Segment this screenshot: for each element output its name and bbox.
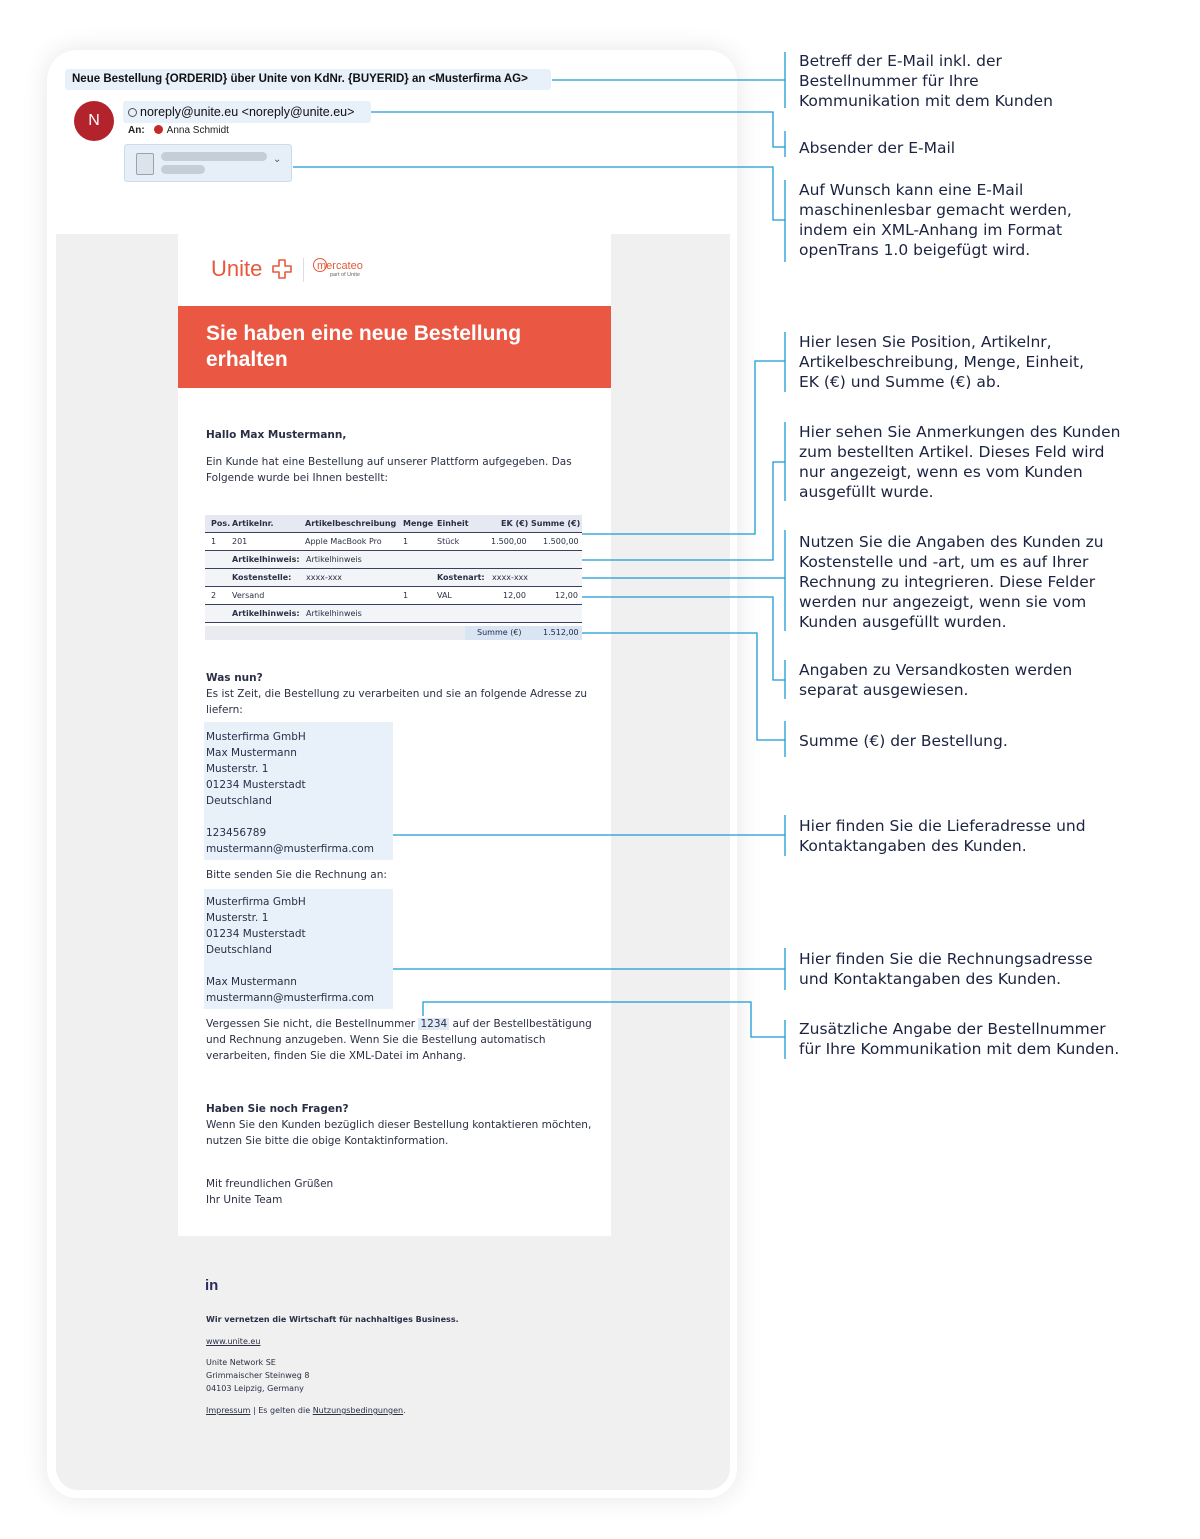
address-line: Musterfirma GmbH — [206, 731, 306, 743]
note-delivery — [799, 816, 1086, 856]
callout-line-attachment — [293, 167, 785, 262]
note-line: Hier sehen Sie Anmerkungen des Kunden — [799, 423, 1121, 441]
hint-value: Artikelhinweis — [306, 555, 362, 564]
note-line: Hier finden Sie die Rechnungsadresse — [799, 950, 1093, 968]
callout-line-subject — [552, 52, 785, 108]
reminder-text: Vergessen Sie nicht, die Bestellnummer — [206, 1018, 416, 1030]
item-pos: 2 — [211, 591, 217, 600]
col-summe: Summe (€) — [531, 519, 581, 528]
note-line: zum bestellten Artikel. Dieses Feld wird — [799, 443, 1105, 461]
address-line: Musterstr. 1 — [206, 763, 269, 775]
note-line: indem ein XML-Anhang im Format — [799, 221, 1063, 239]
hint-label: Artikelhinweis: — [232, 609, 300, 618]
note-line: separat ausgewiesen. — [799, 681, 969, 699]
callout-line-sender — [371, 112, 785, 157]
phone: 123456789 — [206, 827, 267, 839]
note-shipping — [799, 660, 1072, 700]
reminder-text: auf der Bestellbestätigung — [452, 1018, 592, 1030]
note-line: Betreff der E-Mail inkl. der — [799, 52, 1002, 70]
note-line: Summe (€) der Bestellung. — [799, 732, 1008, 750]
avatar: N — [74, 101, 114, 141]
note-line: werden nur angezeigt, wenn sie vom — [799, 593, 1087, 611]
note-line: nur angezeigt, wenn es vom Kunden — [799, 463, 1083, 481]
note-line: Angaben zu Versandkosten werden — [799, 661, 1073, 679]
col-artikelnr: Artikelnr. — [232, 519, 274, 528]
mercateo-subtext: part of Unite — [330, 272, 360, 278]
address-line: Musterstr. 1 — [206, 912, 269, 924]
note-line: Kunden ausgefüllt wurden. — [799, 613, 1007, 631]
item-nr: 201 — [232, 537, 248, 546]
item-ek: 1.500,00 — [491, 537, 527, 546]
address-line: Max Mustermann — [206, 747, 297, 759]
invoice-intro: Bitte senden Sie die Rechnung an: — [206, 869, 387, 881]
intro-line-2: Folgende wurde bei Ihnen bestellt: — [206, 472, 388, 484]
note-line: Nutzen Sie die Angaben des Kunden zu — [799, 533, 1104, 551]
address-line: 01234 Musterstadt — [206, 779, 306, 791]
closing-line-2: Ihr Unite Team — [206, 1194, 283, 1206]
closing-line-1: Mit freundlichen Grüßen — [206, 1178, 334, 1190]
note-line: maschinenlesbar gemacht werden, — [799, 201, 1072, 219]
mercateo-text: mercateo — [317, 260, 363, 272]
footer-tagline: Wir vernetzen die Wirtschaft für nachhaltiges Business. — [206, 1315, 459, 1324]
cost-center-value: xxxx-xxx — [306, 573, 343, 582]
item-unit: Stück — [437, 537, 460, 546]
item-sum: 12,00 — [555, 591, 578, 600]
cost-type-label: Kostenart: — [437, 573, 485, 582]
note-ordernumber — [799, 1019, 1119, 1059]
col-beschreibung: Artikelbeschreibung — [305, 519, 397, 528]
item-sum: 1.500,00 — [543, 537, 579, 546]
email-address[interactable]: mustermann@musterfirma.com — [206, 843, 374, 855]
address-line: Max Mustermann — [206, 976, 297, 988]
callout-line-ordernumber — [423, 1002, 785, 1059]
note-line: ausgefüllt wurde. — [799, 483, 934, 501]
address-line: Deutschland — [206, 944, 272, 956]
note-line: openTrans 1.0 beigefügt wird. — [799, 241, 1031, 259]
note-line: Bestellnummer für Ihre — [799, 72, 979, 90]
reminder-line-2: und Rechnung anzugeben. Wenn Sie die Bestellung automatisch — [206, 1034, 546, 1046]
note-attachment — [799, 180, 1072, 260]
terms-link[interactable]: Nutzungsbedingungen — [312, 1406, 404, 1415]
item-nr: Versand — [232, 591, 265, 600]
sender-text: noreply@unite.eu <noreply@unite.eu> — [140, 105, 355, 119]
callout-line-columns — [582, 332, 785, 534]
company-street: Grimmaischer Steinweg 8 — [206, 1371, 310, 1380]
note-line: EK (€) und Summe (€) ab. — [799, 373, 1001, 391]
imprint-link[interactable]: Impressum — [206, 1406, 251, 1415]
hint-value: Artikelhinweis — [306, 609, 362, 618]
callout-line-costcenter — [582, 530, 785, 631]
next-line-1: Es ist Zeit, die Bestellung zu verarbeiten und sie an folgende Adresse zu — [206, 688, 588, 700]
address-line: Deutschland — [206, 795, 272, 807]
linkedin-icon[interactable]: in — [205, 1277, 219, 1294]
note-line: Absender der E-Mail — [799, 139, 956, 157]
address-line: 01234 Musterstadt — [206, 928, 306, 940]
note-line: Auf Wunsch kann eine E-Mail — [799, 181, 1024, 199]
note-line: Hier lesen Sie Position, Artikelnr, — [799, 333, 1052, 351]
item-unit: VAL — [437, 591, 452, 600]
item-pos: 1 — [211, 537, 217, 546]
reminder-line-3: verarbeiten, finden Sie die XML-Datei im Anhang. — [206, 1050, 466, 1062]
col-einheit: Einheit — [437, 519, 469, 528]
note-total — [799, 731, 1008, 751]
address-line: Musterfirma GmbH — [206, 896, 306, 908]
terms-prefix: | Es gelten die — [253, 1406, 311, 1415]
note-sender — [799, 138, 955, 158]
callout-line-delivery — [393, 815, 785, 856]
cost-type-value: xxxx-xxx — [492, 573, 529, 582]
greeting: Hallo Max Mustermann, — [206, 429, 347, 441]
note-invoice — [799, 949, 1093, 989]
note-line: Rechnung zu integrieren. Diese Felder — [799, 573, 1096, 591]
note-subject — [799, 51, 1053, 111]
unite-logo-text: Unite — [211, 256, 263, 281]
col-ek: EK (€) — [501, 519, 529, 528]
item-ek: 12,00 — [503, 591, 526, 600]
note-line: und Kontaktangaben des Kunden. — [799, 970, 1062, 988]
intro-line-1: Ein Kunde hat eine Bestellung auf unserer Plattform aufgegeben. Das — [206, 456, 572, 468]
email-address[interactable]: mustermann@musterfirma.com — [206, 992, 374, 1004]
order-number: 1234 — [420, 1018, 448, 1030]
email-subject: Neue Bestellung {ORDERID} über Unite von KdNr. {BUYERID} an <Musterfirma AG> — [65, 69, 551, 90]
item-qty: 1 — [403, 537, 409, 546]
questions-line-1: Wenn Sie den Kunden bezüglich dieser Bestellung kontaktieren möchten, — [206, 1119, 592, 1131]
hint-label: Artikelhinweis: — [232, 555, 300, 564]
hero-title: Sie haben eine neue Bestellung erhalten — [206, 322, 522, 371]
note-columns — [799, 332, 1084, 392]
cost-center-label: Kostenstelle: — [232, 573, 292, 582]
col-pos: Pos. — [211, 519, 231, 528]
callout-line-shipping — [582, 597, 785, 699]
item-desc: Apple MacBook Pro — [305, 537, 382, 546]
chevron-down-icon[interactable]: ⌄ — [273, 154, 282, 165]
note-line: Kommunikation mit dem Kunden — [799, 92, 1053, 110]
col-menge: Menge — [403, 519, 434, 528]
total-label: Summe (€) — [477, 628, 522, 637]
note-line: für Ihre Kommunikation mit dem Kunden. — [799, 1040, 1120, 1058]
note-hint — [799, 422, 1120, 502]
company-city: 04103 Leipzig, Germany — [206, 1384, 304, 1393]
company-name: Unite Network SE — [206, 1358, 276, 1367]
callout-line-invoice — [393, 948, 785, 990]
note-costcenter — [799, 532, 1104, 632]
note-line: Kontaktangaben des Kunden. — [799, 837, 1027, 855]
questions-line-2: nutzen Sie bitte die obige Kontaktinformation. — [206, 1135, 449, 1147]
website-link[interactable]: www.unite.eu — [206, 1337, 261, 1346]
terms-suffix: . — [403, 1406, 406, 1415]
to-label: An: — [128, 125, 145, 136]
callout-line-total — [582, 633, 785, 757]
note-line: Zusätzliche Angabe der Bestellnummer — [799, 1020, 1106, 1038]
note-line: Artikelbeschreibung, Menge, Einheit, — [799, 353, 1085, 371]
note-line: Kostenstelle und -art, um es auf Ihrer — [799, 553, 1089, 571]
next-title: Was nun? — [206, 672, 263, 684]
questions-title: Haben Sie noch Fragen? — [206, 1103, 349, 1115]
total-value: 1.512,00 — [543, 628, 579, 637]
note-line: Hier finden Sie die Lieferadresse und — [799, 817, 1086, 835]
item-qty: 1 — [403, 591, 409, 600]
next-line-2: liefern: — [206, 704, 243, 716]
recipient-name[interactable]: Anna Schmidt — [166, 125, 229, 136]
